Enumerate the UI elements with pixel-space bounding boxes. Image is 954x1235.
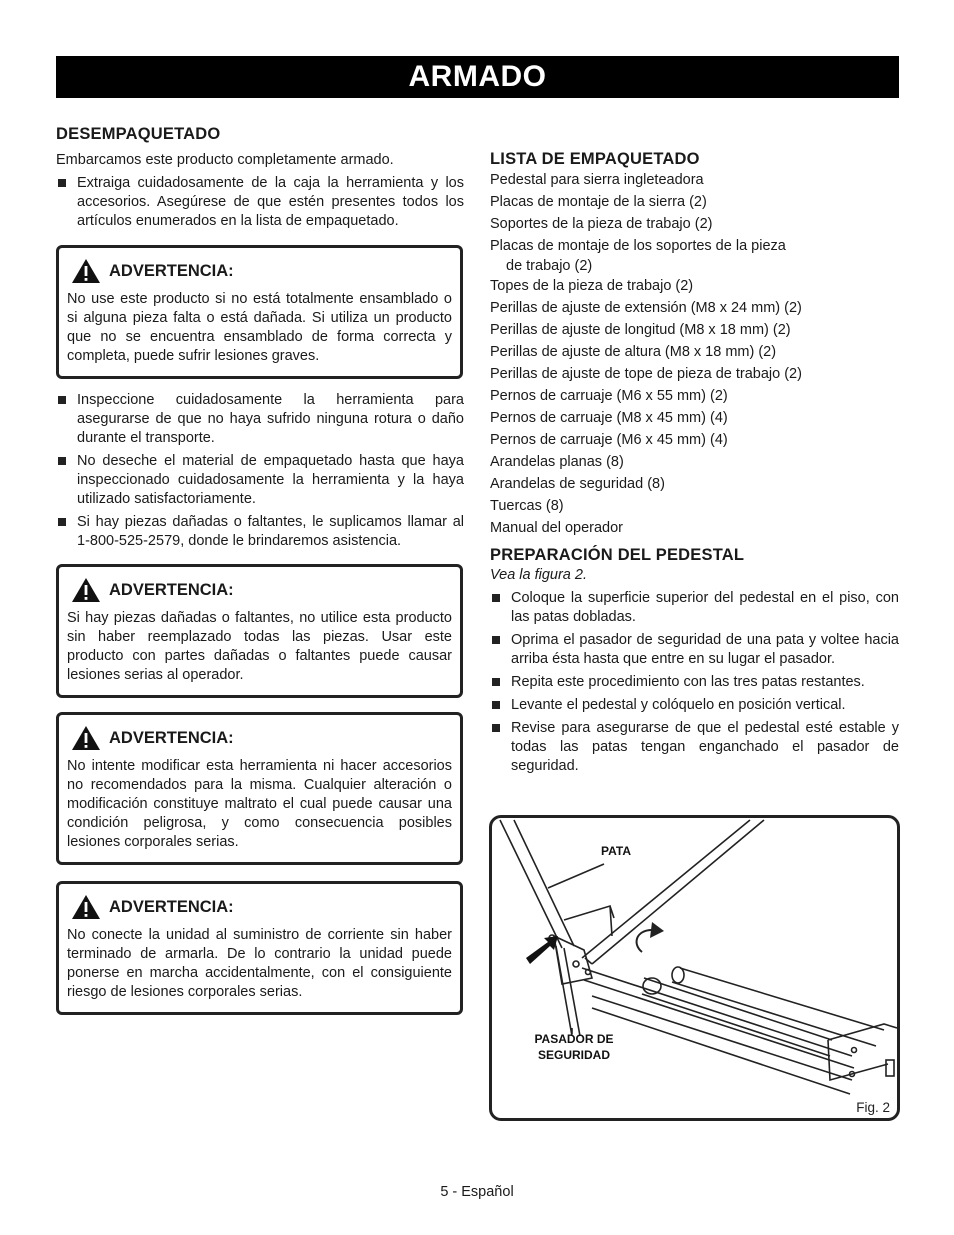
right-column	[490, 149, 899, 776]
list-item: Perillas de ajuste de tope de pieza de trabajo (2)	[490, 366, 802, 382]
unpack-heading: DESEMPAQUETADO	[56, 125, 221, 143]
bullet-square-icon	[58, 518, 66, 526]
unpack-bullet	[56, 513, 464, 551]
list-item: Manual del operador	[490, 520, 624, 536]
bullet-square-icon	[492, 636, 500, 644]
prep-bullet	[490, 696, 899, 715]
warning-box	[56, 245, 463, 379]
bullet-square-icon	[492, 724, 500, 732]
packing-list	[490, 169, 899, 539]
warning-triangle-icon	[71, 725, 101, 751]
rail-illustration	[592, 996, 852, 1094]
list-item: Soportes de la pieza de trabajo (2)	[490, 216, 713, 232]
list-item: Perillas de ajuste de altura (M8 x 18 mm) (2)	[490, 344, 777, 360]
warning-text: No use este producto si no está totalmente ensamblado o si alguna pieza falta o está dañada. Si utiliza un producto que no se encuentra ensamblado de forma correcta y completa, puede sufrir lesiones graves.	[67, 291, 452, 364]
pedestal-illustration	[492, 818, 897, 1118]
label-safety-pin-2: SEGURIDAD	[537, 1048, 611, 1062]
bullet-square-icon	[58, 179, 66, 187]
bullet-text: Extraiga cuidadosamente de la caja la herramienta y los accesorios. Asegúrese de que estén presentes todos los artículos enumerados en la lista de empaquetado.	[77, 175, 464, 229]
label-leg: PATA	[601, 844, 631, 858]
list-item: Placas de montaje de los soportes de la pieza	[490, 238, 786, 254]
warning-triangle-icon	[71, 894, 101, 920]
warning-triangle-icon	[71, 258, 101, 284]
left-column	[56, 124, 464, 1015]
bullet-text: Levante el pedestal y colóquelo en posición vertical.	[511, 697, 846, 713]
list-item: Pernos de carruaje (M6 x 55 mm) (2)	[490, 388, 728, 404]
rotation-arrowhead-icon	[650, 922, 664, 938]
list-item: de trabajo (2)	[506, 258, 593, 274]
bullet-square-icon	[492, 678, 500, 686]
list-item: Pernos de carruaje (M8 x 45 mm) (4)	[490, 410, 728, 426]
bullet-text: Coloque la superficie superior del pedestal en el piso, con las patas dobladas.	[511, 590, 899, 625]
list-item: Pernos de carruaje (M6 x 45 mm) (4)	[490, 432, 728, 448]
list-item: Placas de montaje de la sierra (2)	[490, 194, 707, 210]
warning-title: ADVERTENCIA:	[109, 261, 234, 280]
bullet-text: Si hay piezas dañadas o faltantes, le suplicamos llamar al 1-800-525-2579, donde le brindaremos asistencia.	[77, 514, 464, 549]
bullet-square-icon	[492, 594, 500, 602]
unpack-bullet	[56, 452, 464, 509]
warning-title: ADVERTENCIA:	[109, 580, 234, 599]
list-item: Perillas de ajuste de longitud (M8 x 18 mm) (2)	[490, 322, 791, 338]
leader-line	[548, 864, 604, 888]
bullet-text: Inspeccione cuidadosamente la herramienta para asegurarse de que no haya sufrido ninguna rotura o daño durante el transporte.	[77, 392, 464, 446]
list-item: Pedestal para sierra ingleteadora	[490, 172, 704, 188]
warning-box	[56, 881, 463, 1015]
unpack-bullet	[56, 391, 464, 448]
leg-illustration	[500, 820, 574, 948]
section-banner: ARMADO	[56, 56, 899, 98]
bullet-text: Repita este procedimiento con las tres patas restantes.	[511, 674, 865, 690]
leg-illustration	[582, 820, 764, 964]
list-item: Tuercas (8)	[490, 498, 564, 514]
warning-box	[56, 712, 463, 865]
warning-text: No intente modificar esta herramienta ni hacer accesorios no recomendados para la misma. Cualquier alteración o modificación constituye maltrato el cual puede causar una condición peligrosa, y como consecuencia posibles lesiones corporales serias.	[67, 758, 452, 850]
figure-caption: Fig. 2	[856, 1100, 890, 1115]
list-item: Arandelas planas (8)	[490, 454, 624, 470]
list-item: Topes de la pieza de trabajo (2)	[490, 278, 694, 294]
packing-heading: LISTA DE EMPAQUETADO	[490, 150, 700, 168]
prep-bullet	[490, 589, 899, 627]
label-safety-pin-1: PASADOR DE	[534, 1032, 614, 1046]
unpack-intro: Embarcamos este producto completamente armado.	[56, 152, 394, 168]
rotation-arrow-icon	[637, 930, 652, 952]
prep-heading: PREPARACIÓN DEL PEDESTAL	[490, 546, 745, 564]
prep-bullet	[490, 631, 899, 669]
figure-2	[489, 815, 900, 1121]
bullet-square-icon	[58, 457, 66, 465]
bullet-square-icon	[58, 396, 66, 404]
bullet-text: Oprima el pasador de seguridad de una pata y voltee hacia arriba ésta hasta que entre en su lugar el pasador.	[511, 632, 899, 667]
list-item: Perillas de ajuste de extensión (M8 x 24 mm) (2)	[490, 300, 802, 316]
prep-bullet	[490, 719, 899, 776]
warning-title: ADVERTENCIA:	[109, 728, 234, 747]
figure-reference: Vea la figura 2.	[490, 567, 587, 583]
leg-illustration	[556, 946, 580, 1036]
unpack-bullet	[56, 174, 464, 231]
bullet-text: Revise para asegurarse de que el pedestal esté estable y todas las patas tengan enganchado el pasador de seguridad.	[511, 720, 899, 774]
bullet-text: No deseche el material de empaquetado hasta que haya inspeccionado cuidadosamente la herramienta y la haya utilizado satisfactoriamente.	[77, 453, 464, 507]
list-item: Arandelas de seguridad (8)	[490, 476, 665, 492]
warning-box	[56, 564, 463, 698]
warning-triangle-icon	[71, 577, 101, 603]
push-arrow-icon	[526, 936, 558, 964]
warning-text: Si hay piezas dañadas o faltantes, no utilice esta producto sin haber reemplazado todas las piezas. Usar este producto con partes dañadas o faltantes puede causar lesiones serias al operador.	[67, 610, 452, 683]
page-footer: 5 - Español	[440, 1184, 514, 1200]
warning-text: No conecte la unidad al suministro de corriente sin haber terminado de armarla. De lo contrario la unidad puede ponerse en marcha accidentalmente, con el consiguiente riesgo de lesiones corporales serias.	[67, 927, 452, 1000]
prep-bullet	[490, 673, 899, 692]
bullet-square-icon	[492, 701, 500, 709]
warning-title: ADVERTENCIA:	[109, 897, 234, 916]
